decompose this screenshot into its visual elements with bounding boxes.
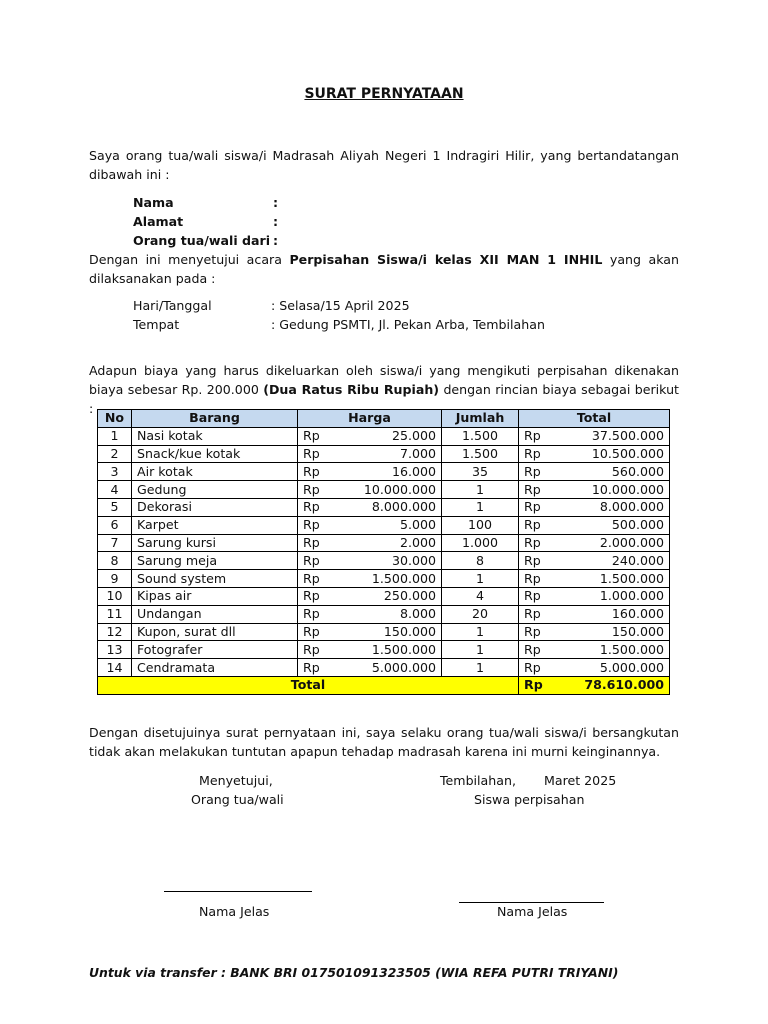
table-row [98, 445, 670, 463]
row-qty: 1 [442, 659, 519, 677]
row-qty: 1 [442, 623, 519, 641]
row-total: 240.000 [553, 552, 670, 570]
row-qty: 1.500 [442, 427, 519, 445]
row-qty: 35 [442, 463, 519, 481]
row-price-currency: Rp [298, 516, 332, 534]
row-item: Snack/kue kotak [132, 445, 298, 463]
parent-of-colon: : [273, 233, 279, 248]
row-qty: 1 [442, 481, 519, 499]
student-signer-label: Siswa perpisahan [474, 792, 585, 807]
row-no: 9 [98, 570, 132, 588]
row-qty: 1 [442, 641, 519, 659]
table-row [98, 641, 670, 659]
event-place-value: : Gedung PSMTI, Jl. Pekan Arba, Tembilahan [271, 317, 545, 332]
row-no: 2 [98, 445, 132, 463]
row-item: Sound system [132, 570, 298, 588]
row-total-currency: Rp [519, 552, 553, 570]
consent-event: Perpisahan Siswa/i kelas XII MAN 1 INHIL [289, 252, 603, 267]
table-row [98, 570, 670, 588]
row-price: 150.000 [332, 623, 442, 641]
row-no: 3 [98, 463, 132, 481]
row-item: Sarung meja [132, 552, 298, 570]
table-total-row [98, 676, 670, 694]
row-item: Air kotak [132, 463, 298, 481]
row-no: 13 [98, 641, 132, 659]
row-qty: 1 [442, 570, 519, 588]
row-no: 8 [98, 552, 132, 570]
row-price-currency: Rp [298, 481, 332, 499]
row-price-currency: Rp [298, 534, 332, 552]
cost-amount-words: (Dua Ratus Ribu Rupiah) [263, 382, 440, 397]
left-full-name-label: Nama Jelas [199, 904, 270, 919]
closing-paragraph: Dengan disetujuinya surat pernyataan ini, saya selaku orang tua/wali siswa/i bersangkutan tidak akan melakukan tuntutan apapun tehadap madrasah karena ini murni keinginannya. [89, 725, 679, 759]
row-price-currency: Rp [298, 552, 332, 570]
row-price-currency: Rp [298, 427, 332, 445]
table-row [98, 427, 670, 445]
row-price-currency: Rp [298, 605, 332, 623]
row-total-currency: Rp [519, 498, 553, 516]
header-price: Harga [298, 410, 442, 428]
row-price: 25.000 [332, 427, 442, 445]
row-price: 5.000 [332, 516, 442, 534]
row-total: 560.000 [553, 463, 670, 481]
row-price: 1.500.000 [332, 570, 442, 588]
parent-of-label: Orang tua/wali dari [133, 233, 271, 248]
table-row [98, 534, 670, 552]
row-total-currency: Rp [519, 481, 553, 499]
row-qty: 4 [442, 587, 519, 605]
cost-table [97, 409, 670, 695]
sign-date: Maret 2025 [544, 773, 617, 788]
row-total: 8.000.000 [553, 498, 670, 516]
consent-suffix: yang akan dilaksanakan pada : [89, 252, 680, 286]
row-item: Kupon, surat dll [132, 623, 298, 641]
table-row [98, 623, 670, 641]
name-label: Nama [133, 195, 174, 210]
total-label: Total [98, 676, 519, 694]
table-row [98, 481, 670, 499]
row-total-currency: Rp [519, 463, 553, 481]
row-price-currency: Rp [298, 659, 332, 677]
row-total: 10.000.000 [553, 481, 670, 499]
row-no: 10 [98, 587, 132, 605]
event-day-value: : Selasa/15 April 2025 [271, 298, 410, 313]
row-price-currency: Rp [298, 570, 332, 588]
row-item: Karpet [132, 516, 298, 534]
name-colon: : [273, 195, 279, 210]
cost-prefix: Adapun biaya yang harus dikeluarkan oleh siswa/i yang mengikuti perpisahan dikenakan biaya sebesar Rp. 200.000 [89, 363, 679, 397]
row-price: 8.000 [332, 605, 442, 623]
row-total-currency: Rp [519, 445, 553, 463]
row-price: 10.000.000 [332, 481, 442, 499]
row-item: Nasi kotak [132, 427, 298, 445]
approve-label: Menyetujui, [199, 773, 273, 788]
table-row [98, 498, 670, 516]
row-price: 7.000 [332, 445, 442, 463]
row-price: 16.000 [332, 463, 442, 481]
row-qty: 100 [442, 516, 519, 534]
header-no: No [98, 410, 132, 428]
row-no: 5 [98, 498, 132, 516]
row-price-currency: Rp [298, 641, 332, 659]
table-row [98, 516, 670, 534]
row-price: 1.500.000 [332, 641, 442, 659]
row-total: 2.000.000 [553, 534, 670, 552]
row-total: 1.500.000 [553, 641, 670, 659]
row-total: 1.500.000 [553, 570, 670, 588]
row-qty: 8 [442, 552, 519, 570]
row-total-currency: Rp [519, 641, 553, 659]
row-no: 1 [98, 427, 132, 445]
row-qty: 20 [442, 605, 519, 623]
row-price-currency: Rp [298, 623, 332, 641]
row-total-currency: Rp [519, 516, 553, 534]
table-row [98, 552, 670, 570]
row-item: Kipas air [132, 587, 298, 605]
table-row [98, 587, 670, 605]
row-price-currency: Rp [298, 498, 332, 516]
transfer-note: Untuk via transfer : BANK BRI 017501091323505 (WIA REFA PUTRI TRIYANI) [89, 965, 619, 980]
row-price: 8.000.000 [332, 498, 442, 516]
row-total-currency: Rp [519, 570, 553, 588]
row-item: Undangan [132, 605, 298, 623]
row-qty: 1 [442, 498, 519, 516]
row-item: Sarung kursi [132, 534, 298, 552]
row-no: 14 [98, 659, 132, 677]
grand-total-currency: Rp [519, 676, 553, 694]
consent-prefix: Dengan ini menyetujui acara [89, 252, 290, 267]
table-body [98, 427, 670, 694]
row-total-currency: Rp [519, 587, 553, 605]
row-qty: 1.500 [442, 445, 519, 463]
row-total-currency: Rp [519, 605, 553, 623]
row-total: 37.500.000 [553, 427, 670, 445]
header-total: Total [519, 410, 670, 428]
row-price: 250.000 [332, 587, 442, 605]
address-colon: : [273, 214, 279, 229]
address-label: Alamat [133, 214, 184, 229]
row-item: Dekorasi [132, 498, 298, 516]
row-no: 12 [98, 623, 132, 641]
table-row [98, 659, 670, 677]
right-full-name-label: Nama Jelas [497, 904, 568, 919]
row-total-currency: Rp [519, 659, 553, 677]
row-total: 150.000 [553, 623, 670, 641]
sign-place: Tembilahan, [440, 773, 516, 788]
row-qty: 1.000 [442, 534, 519, 552]
table-row [98, 605, 670, 623]
row-item: Gedung [132, 481, 298, 499]
consent-paragraph [89, 250, 679, 288]
row-no: 11 [98, 605, 132, 623]
parent-signer-label: Orang tua/wali [191, 792, 284, 807]
row-item: Fotografer [132, 641, 298, 659]
row-price-currency: Rp [298, 587, 332, 605]
row-price-currency: Rp [298, 463, 332, 481]
grand-total: 78.610.000 [553, 676, 670, 694]
row-total: 10.500.000 [553, 445, 670, 463]
row-total-currency: Rp [519, 427, 553, 445]
row-price-currency: Rp [298, 445, 332, 463]
event-place-label: Tempat [133, 317, 180, 332]
row-item: Cendramata [132, 659, 298, 677]
cost-suffix: dengan rincian biaya sebagai berikut : [89, 382, 679, 416]
row-total: 5.000.000 [553, 659, 670, 677]
header-item: Barang [132, 410, 298, 428]
table-header-row [98, 410, 670, 428]
row-no: 6 [98, 516, 132, 534]
row-no: 4 [98, 481, 132, 499]
row-total-currency: Rp [519, 534, 553, 552]
row-price: 2.000 [332, 534, 442, 552]
intro-paragraph: Saya orang tua/wali siswa/i Madrasah Aliyah Negeri 1 Indragiri Hilir, yang bertandatangan dibawah ini : [89, 148, 679, 182]
row-price: 30.000 [332, 552, 442, 570]
row-price: 5.000.000 [332, 659, 442, 677]
left-signature-line [164, 891, 312, 892]
row-total: 500.000 [553, 516, 670, 534]
event-day-label: Hari/Tanggal [133, 298, 212, 313]
row-total: 1.000.000 [553, 587, 670, 605]
row-total-currency: Rp [519, 623, 553, 641]
header-qty: Jumlah [442, 410, 519, 428]
letter-title: SURAT PERNYATAAN [304, 86, 464, 102]
table-row [98, 463, 670, 481]
row-total: 160.000 [553, 605, 670, 623]
row-no: 7 [98, 534, 132, 552]
